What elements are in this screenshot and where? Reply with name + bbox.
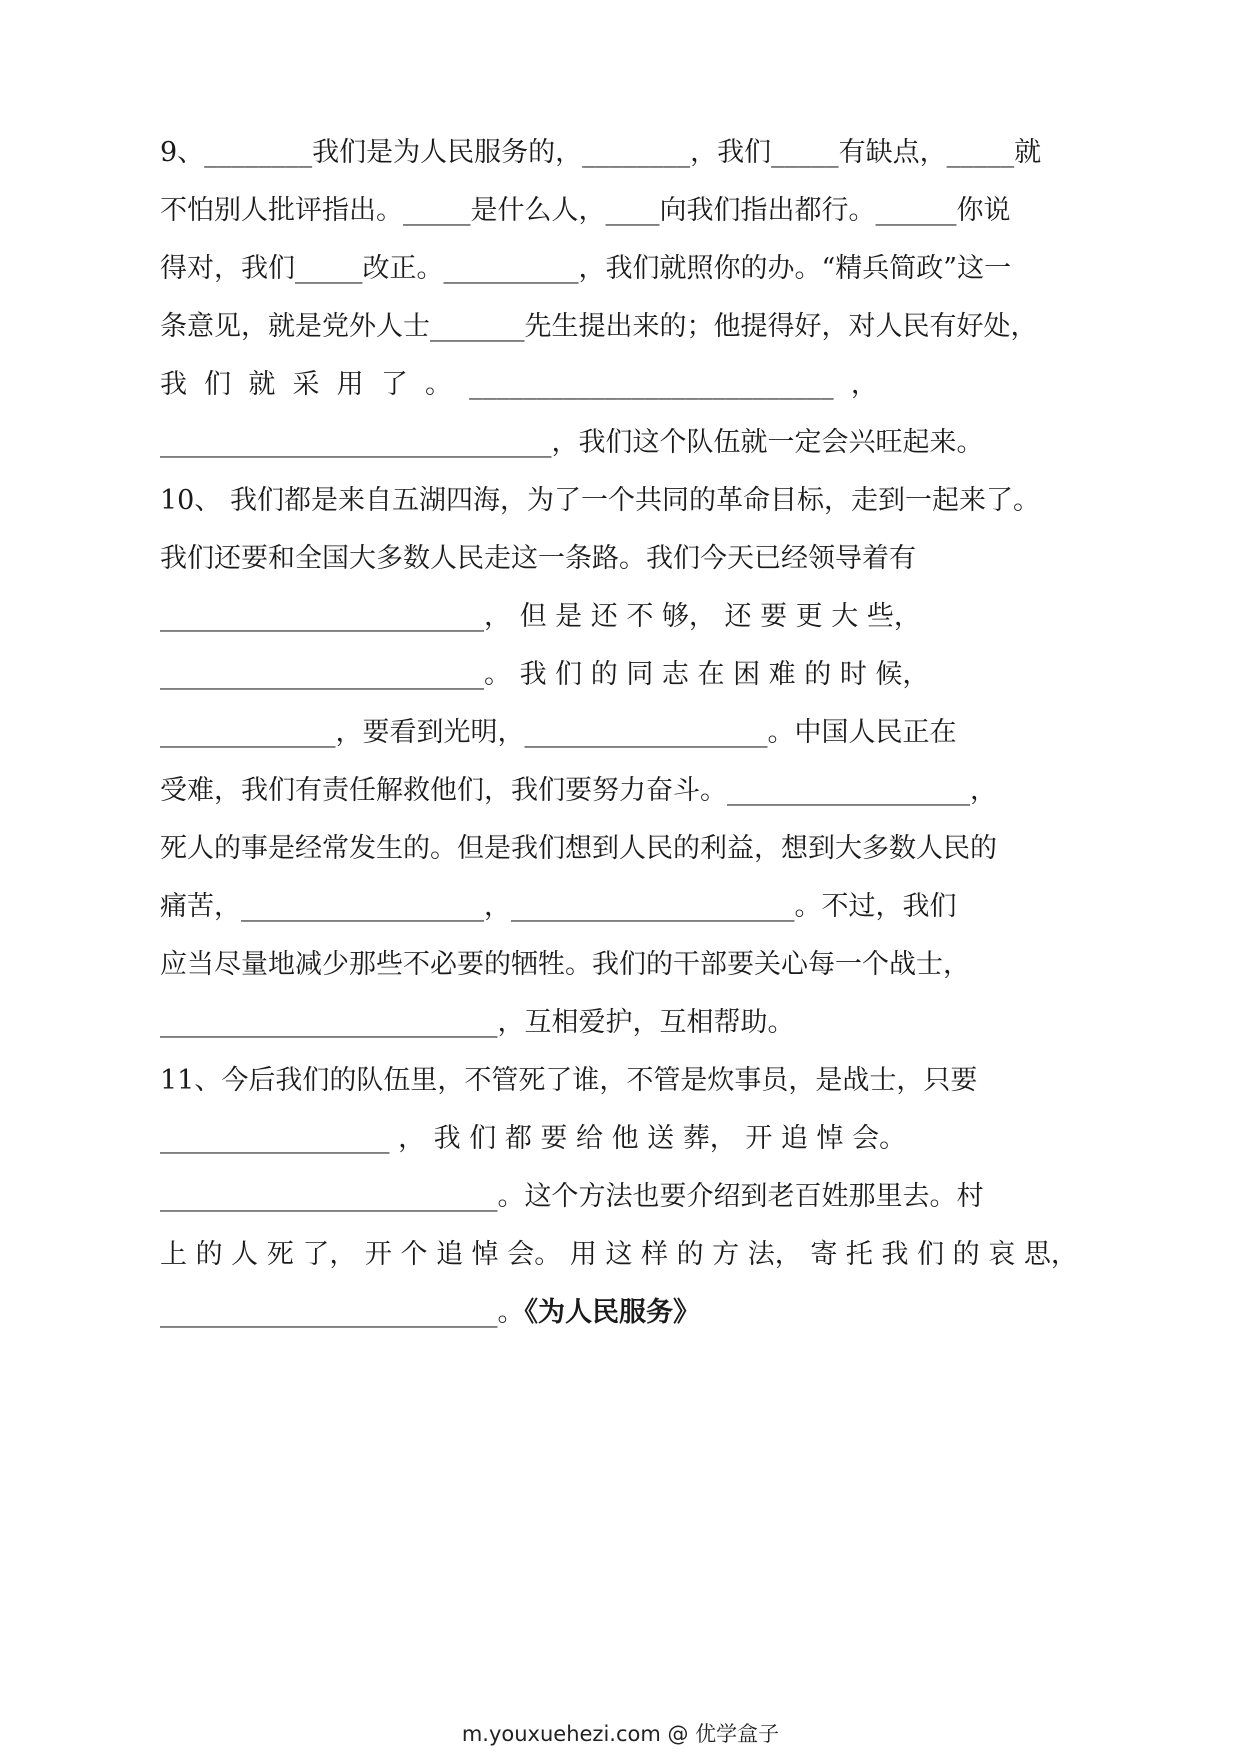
blank-line: _________________________。 [160, 1297, 525, 1328]
question-10-start: 10、 我们都是来自五湖四海，为了一个共同的革命目标，走到一起来了。 [160, 485, 1040, 516]
source-title: 《为人民服务》 [524, 1297, 700, 1328]
text-line: _____________，要看到光明，__________________。中国人民正在 [160, 717, 957, 748]
text-line: 我们还要和全国大多数人民走这一条路。我们今天已经领导着有 [160, 543, 916, 574]
text-line: ________________________， 但 是 还 不 够， 还 要 更 大 些， [160, 601, 921, 632]
text-line: 应当尽量地减少那些不必要的牺牲。我们的干部要关心每一个战士， [160, 949, 970, 980]
text-line: _________________________，互相爱护，互相帮助。 [160, 1007, 795, 1038]
text-line: 得对，我们_____改正。__________，我们就照你的办。“精兵简政”这一 [160, 253, 1012, 284]
text-line: _____________________________，我们这个队伍就一定会兴旺起来。 [160, 427, 984, 458]
text-line [160, 1288, 1082, 1338]
page-footer: m.youxuehezi.com @ 优学盒子 [461, 1722, 780, 1746]
text-line: _________________ ， 我 们 都 要 给 他 送 葬， 开 追 悼 会。 [160, 1123, 907, 1154]
question-11-start: 11、今后我们的队伍里，不管死了谁，不管是炊事员，是战士，只要 [160, 1065, 978, 1096]
text-line: _________________________。这个方法也要介绍到老百姓那里去。村 [160, 1181, 984, 1212]
text-line: 条意见，就是党外人士_______先生提出来的；他提得好，对人民有好处， [160, 311, 1038, 342]
text-line: 不怕别人批评指出。_____是什么人，____向我们指出都行。______你说 [160, 195, 1011, 226]
text-line: 痛苦，__________________，_____________________。不过，我们 [160, 891, 957, 922]
text-line: 上 的 人 死 了， 开 个 追 悼 会。 用 这 样 的 方 法， 寄 托 我 们 的 哀 思， [160, 1239, 1078, 1270]
text-line: 死人的事是经常发生的。但是我们想到人民的利益，想到大多数人民的 [160, 833, 997, 864]
text-line: 受难，我们有责任解救他们，我们要努力奋斗。__________________， [160, 775, 997, 806]
text-line: ________________________。 我 们 的 同 志 在 困 难 的 时 候， [160, 659, 930, 690]
text-line: 我 们 就 采 用 了 。 ___________________________ ， [160, 369, 878, 400]
text-line: 9、________我们是为人民服务的，________，我们_____有缺点，_____就 [160, 137, 1042, 168]
